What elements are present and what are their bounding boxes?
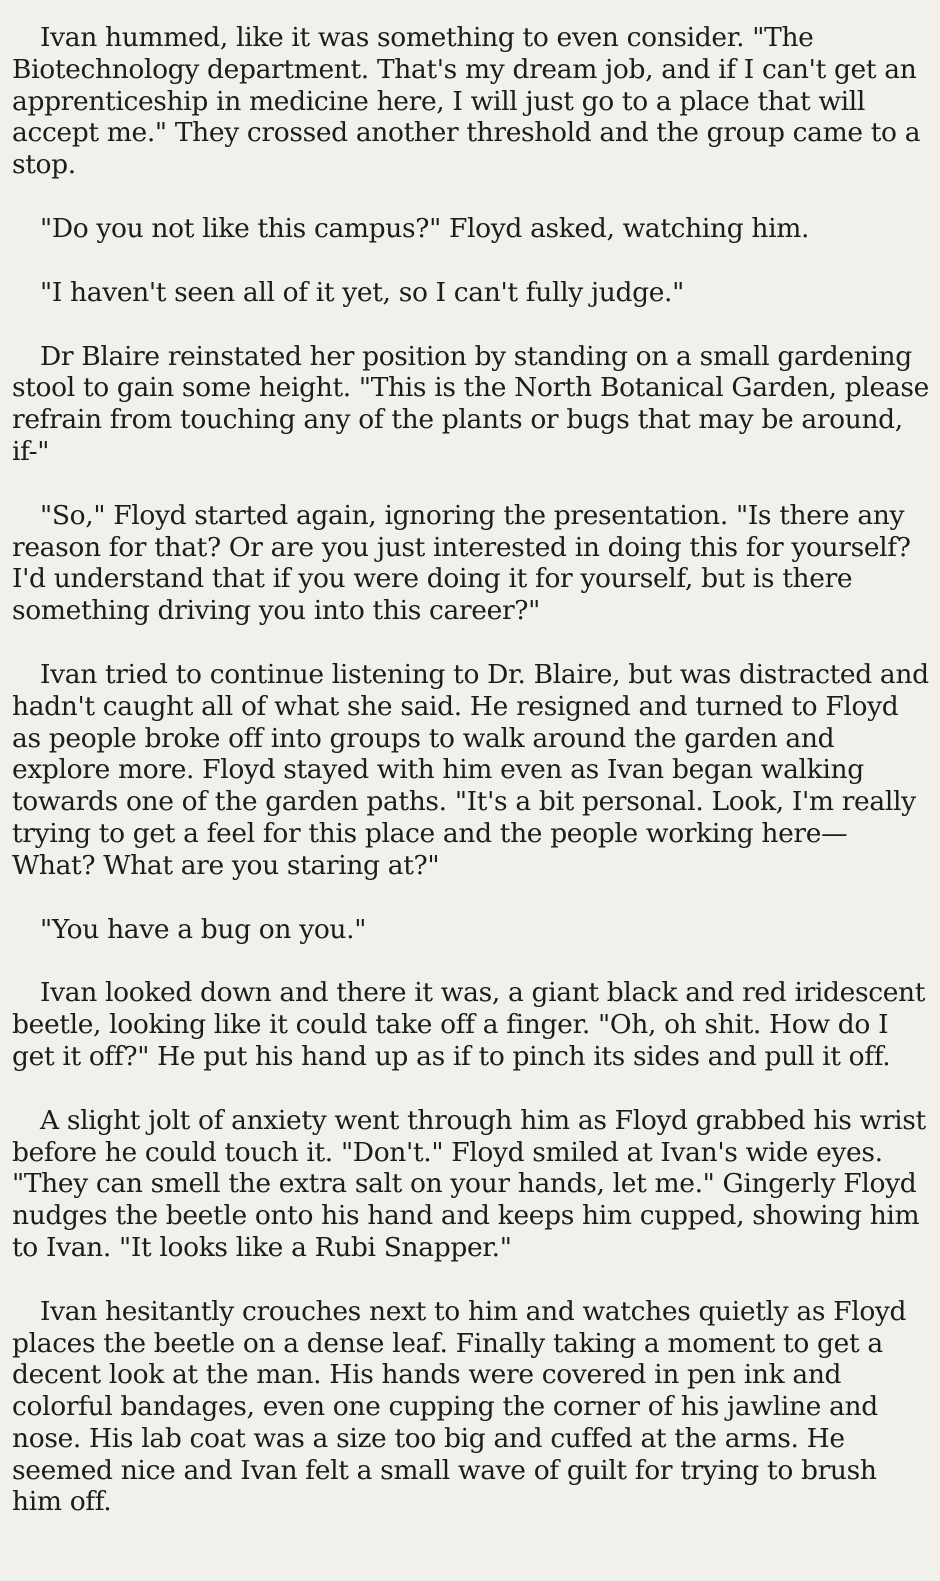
paragraph-9: A slight jolt of anxiety went through him as Floyd grabbed his wrist before he could touch it. "Don't." Floyd smiled at Ivan's wide eyes. "They can smell the extra salt on your hands, let me." Gingerly Floyd nudges the beetle onto his hand and keeps him cupped, showing him to Ivan. "It looks like a Rubi Snapper."	[12, 1104, 926, 1263]
paragraph-6: Ivan tried to continue listening to Dr. Blaire, but was distracted and hadn't caught all of what she said. He resigned and turned to Floyd as people broke off into groups to walk around the garden and explore more. Floyd stayed with him even as Ivan began walking towards one of the garden paths. "It's a bit personal. Look, I'm really trying to get a feel for this place and the people working here— What? What are you staring at?"	[12, 658, 929, 881]
paragraph-4: Dr Blaire reinstated her position by standing on a small gardening stool to gain some height. "This is the North Botanical Garden, please refrain from touching any of the plants or bugs that may be around, if-"	[12, 340, 929, 467]
paragraph-2: "Do you not like this campus?" Floyd asked, watching him.	[40, 212, 810, 244]
paragraph-1: Ivan hummed, like it was something to even consider. "The Biotechnology department. That's my dream job, and if I can't get an apprenticeship in medicine here, I will just go to a place that will accept me." They crossed another threshold and the group came to a stop.	[12, 22, 921, 181]
paragraph-10: Ivan hesitantly crouches next to him and watches quietly as Floyd places the beetle on a dense leaf. Finally taking a moment to get a decent look at the man. His hands were covered in pen ink and colorful bandages, even one cupping the corner of his jawline and nose. His lab coat was a size too big and cuffed at the arms. He seemed nice and Ivan felt a small wave of guilt for trying to brush him off.	[12, 1295, 907, 1518]
paragraph-5: "So," Floyd started again, ignoring the presentation. "Is there any reason for that? Or are you just interested in doing this for yourself? I'd understand that if you were doing it for yourself, but is there something driving you into this career?"	[12, 499, 911, 627]
paragraph-8: Ivan looked down and there it was, a giant black and red iridescent beetle, looking like it could take off a finger. "Oh, oh shit. How do I get it off?" He put his hand up as if to pinch its sides and pull it off.	[12, 977, 926, 1072]
paragraph-7: "You have a bug on you."	[40, 913, 367, 945]
paragraph-3: "I haven't seen all of it yet, so I can't fully judge."	[40, 276, 684, 308]
